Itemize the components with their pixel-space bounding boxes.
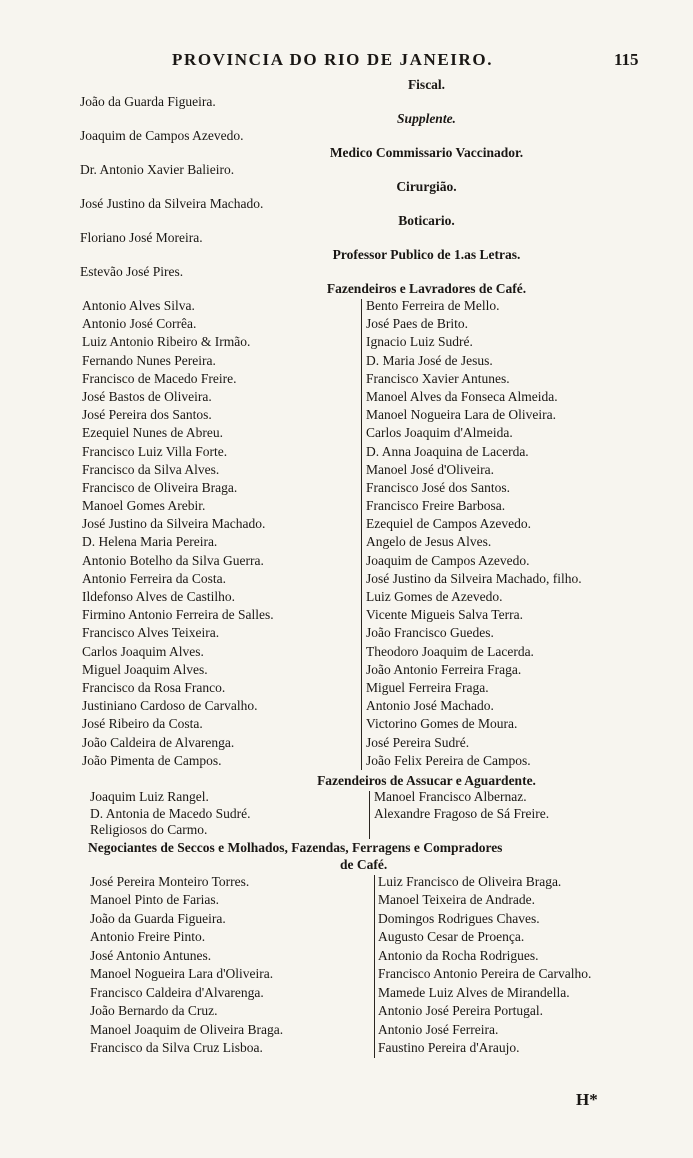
list-item-left: José Antonio Antunes.: [90, 947, 212, 963]
list-item-left: Francisco da Silva Alves.: [82, 461, 220, 477]
list-item-left: José Pereira dos Santos.: [82, 407, 212, 423]
section-heading-assucar: Fazendeiros de Assucar e Aguardente.: [317, 773, 536, 789]
list-row: [0, 965, 693, 984]
running-header: [0, 50, 693, 72]
list-row: [0, 1002, 693, 1021]
assucar-list: [0, 789, 693, 839]
list-item-right: João Felix Pereira de Campos.: [366, 752, 531, 768]
list-row: [0, 1021, 693, 1040]
list-row: [0, 315, 693, 333]
list-item-left: Ildefonso Alves de Castilho.: [82, 589, 235, 604]
list-item-right: Manoel Nogueira Lara de Oliveira.: [366, 407, 557, 423]
list-row: [0, 1039, 693, 1058]
list-row: [0, 910, 693, 929]
list-row: [0, 588, 693, 606]
list-item-right: Manoel José d'Oliveira.: [366, 461, 495, 477]
list-row: [0, 606, 693, 624]
list-row: [0, 928, 693, 947]
list-row: [0, 822, 693, 839]
list-row: [0, 552, 693, 570]
boticario-name: Floriano José Moreira.: [80, 230, 203, 245]
list-item-right: Antonio José Pereira Portugal.: [378, 1003, 543, 1019]
section-heading-professor: Professor Publico de 1.as Letras.: [332, 247, 521, 262]
fiscal-name: João da Guarda Figueira.: [80, 94, 216, 109]
list-item-left: Antonio Alves Silva.: [82, 298, 195, 313]
list-item-right: Vicente Migueis Salva Terra.: [366, 607, 523, 623]
list-row: [0, 515, 693, 533]
list-row: [0, 789, 693, 806]
list-item-left: Manoel Gomes Arebir.: [82, 498, 206, 514]
list-row: [0, 424, 693, 442]
list-item-left: Antonio Freire Pinto.: [90, 929, 206, 945]
list-item-right: Mamede Luiz Alves de Mirandella.: [378, 984, 570, 1000]
list-row: [0, 891, 693, 910]
list-row: [0, 479, 693, 497]
list-item-right: João Antonio Ferreira Fraga.: [366, 661, 522, 677]
list-item-left: Antonio Botelho da Silva Guerra.: [82, 552, 264, 568]
cafe-list: [0, 297, 693, 770]
list-item-right: Domingos Rodrigues Chaves.: [378, 910, 540, 926]
list-row: [0, 806, 693, 823]
list-row: [0, 715, 693, 733]
list-row: [0, 352, 693, 370]
page-number: 115: [614, 50, 639, 69]
list-item-left: Fernando Nunes Pereira.: [82, 352, 216, 368]
list-item-right: Miguel Ferreira Fraga.: [366, 679, 489, 695]
list-item-left: Francisco Luiz Villa Forte.: [82, 443, 228, 459]
page-title: PROVINCIA DO RIO DE JANEIRO.: [172, 50, 494, 69]
list-item-right: Manoel Teixeira de Andrade.: [378, 892, 535, 908]
list-item-right: Manoel Alves da Fonseca Almeida.: [366, 388, 558, 404]
list-item-left: Antonio José Corrêa.: [82, 316, 197, 332]
list-item-right: Angelo de Jesus Alves.: [366, 534, 492, 550]
list-row: [0, 752, 693, 770]
section-heading-cirurgiao: Cirurgião.: [396, 179, 457, 194]
list-row: [0, 370, 693, 388]
list-item-right: José Paes de Brito.: [366, 316, 468, 332]
section-heading-boticario: Boticario.: [398, 213, 455, 228]
section-heading-negociantes: Negociantes de Seccos e Molhados, Fazendas, Ferragens e Compradores: [88, 839, 503, 855]
list-item-left: Manoel Nogueira Lara d'Oliveira.: [90, 966, 274, 982]
list-item-right: Antonio José Machado.: [366, 698, 494, 714]
list-row: [0, 570, 693, 588]
list-item-left: Francisco da Silva Cruz Lisboa.: [90, 1040, 263, 1056]
list-row: [0, 643, 693, 661]
cirurgiao-name: José Justino da Silveira Machado.: [80, 196, 264, 211]
list-row: [0, 461, 693, 479]
list-item-left: Francisco Caldeira d'Alvarenga.: [90, 984, 264, 1000]
list-item-left: Religiosos do Carmo.: [90, 822, 208, 838]
negociantes-list: [0, 873, 693, 1058]
list-item-left: João Caldeira de Alvarenga.: [82, 734, 235, 750]
list-item-left: Francisco Alves Teixeira.: [82, 625, 220, 641]
list-item-left: D. Antonia de Macedo Sudré.: [90, 805, 251, 821]
list-row: [0, 497, 693, 515]
list-item-right: Francisco José dos Santos.: [366, 479, 510, 495]
professor-name: Estevão José Pires.: [80, 264, 184, 279]
list-item-right: Francisco Freire Barbosa.: [366, 498, 506, 514]
list-item-right: D. Maria José de Jesus.: [366, 352, 493, 368]
section-heading-fiscal: Fiscal.: [407, 77, 446, 92]
list-item-right: Ezequiel de Campos Azevedo.: [366, 516, 531, 532]
list-item-right: Augusto Cesar de Proença.: [378, 929, 525, 945]
list-item-right: Luiz Francisco de Oliveira Braga.: [378, 873, 562, 889]
list-item-right: Theodoro Joaquim de Lacerda.: [366, 643, 534, 659]
list-item-right: D. Anna Joaquina de Lacerda.: [366, 443, 529, 459]
list-item-right: Victorino Gomes de Moura.: [366, 716, 518, 732]
list-item-left: Miguel Joaquim Alves.: [82, 661, 208, 677]
list-row: [0, 679, 693, 697]
list-item-left: Ezequiel Nunes de Abreu.: [82, 425, 223, 441]
list-item-right: Alexandre Fragoso de Sá Freire.: [374, 805, 550, 821]
list-row: [0, 443, 693, 461]
list-item-left: José Ribeiro da Costa.: [82, 716, 203, 732]
list-item-right: Ignacio Luiz Sudré.: [366, 334, 473, 350]
list-item-left: Carlos Joaquim Alves.: [82, 643, 204, 659]
list-item-left: José Justino da Silveira Machado.: [82, 516, 266, 532]
list-item-left: João da Guarda Figueira.: [90, 910, 226, 926]
list-item-left: Firmino Antonio Ferreira de Salles.: [82, 607, 274, 623]
list-item-left: Justiniano Cardoso de Carvalho.: [82, 698, 258, 714]
list-row: [0, 697, 693, 715]
medico-name: Dr. Antonio Xavier Balieiro.: [80, 162, 235, 177]
list-item-right: Antonio José Ferreira.: [378, 1021, 499, 1037]
list-item-right: Luiz Gomes de Azevedo.: [366, 589, 503, 604]
list-item-left: Joaquim Luiz Rangel.: [90, 789, 209, 805]
section-heading-supplente: Supplente.: [397, 111, 456, 126]
list-item-right: Francisco Xavier Antunes.: [366, 370, 510, 386]
list-item-left: João Bernardo da Cruz.: [90, 1003, 218, 1019]
list-row: [0, 947, 693, 966]
list-item-right: Bento Ferreira de Mello.: [366, 298, 500, 313]
list-item-left: José Pereira Monteiro Torres.: [90, 873, 250, 889]
list-item-left: Francisco de Macedo Freire.: [82, 370, 237, 386]
list-item-right: Manoel Francisco Albernaz.: [374, 789, 527, 805]
list-row: [0, 406, 693, 424]
list-item-right: Joaquim de Campos Azevedo.: [366, 552, 530, 568]
list-item-left: Manoel Joaquim de Oliveira Braga.: [90, 1021, 284, 1037]
section-heading-medico: Medico Commissario Vaccinador.: [329, 145, 524, 160]
list-item-left: Manoel Pinto de Farias.: [90, 892, 219, 908]
page-body: [0, 76, 693, 1058]
list-item-right: Antonio da Rocha Rodrigues.: [378, 947, 539, 963]
list-item-left: Antonio Ferreira da Costa.: [82, 570, 226, 586]
list-item-left: João Pimenta de Campos.: [82, 752, 222, 768]
list-row: [0, 984, 693, 1003]
list-item-left: Luiz Antonio Ribeiro & Irmão.: [82, 334, 251, 350]
list-row: [0, 333, 693, 351]
list-row: [0, 661, 693, 679]
signature-mark: H*: [576, 1090, 598, 1109]
list-row: [0, 297, 693, 315]
list-row: [0, 873, 693, 892]
section-heading-negociantes-cont: de Café.: [340, 856, 388, 872]
list-item-left: José Bastos de Oliveira.: [82, 388, 212, 404]
list-item-right: José Pereira Sudré.: [366, 734, 470, 750]
list-row: [0, 624, 693, 642]
list-row: [0, 388, 693, 406]
list-item-left: D. Helena Maria Pereira.: [82, 534, 218, 550]
list-item-right: Faustino Pereira d'Araujo.: [378, 1040, 520, 1056]
list-row: [0, 734, 693, 752]
list-item-right: Carlos Joaquim d'Almeida.: [366, 425, 513, 441]
list-item-left: Francisco da Rosa Franco.: [82, 679, 226, 695]
supplente-name: Joaquim de Campos Azevedo.: [80, 128, 244, 143]
list-item-right: Francisco Antonio Pereira de Carvalho.: [378, 966, 592, 982]
list-item-right: José Justino da Silveira Machado, filho.: [366, 570, 582, 586]
list-item-left: Francisco de Oliveira Braga.: [82, 479, 238, 495]
section-heading-cafe: Fazendeiros e Lavradores de Café.: [326, 281, 527, 296]
list-row: [0, 533, 693, 551]
list-item-right: João Francisco Guedes.: [366, 625, 494, 641]
